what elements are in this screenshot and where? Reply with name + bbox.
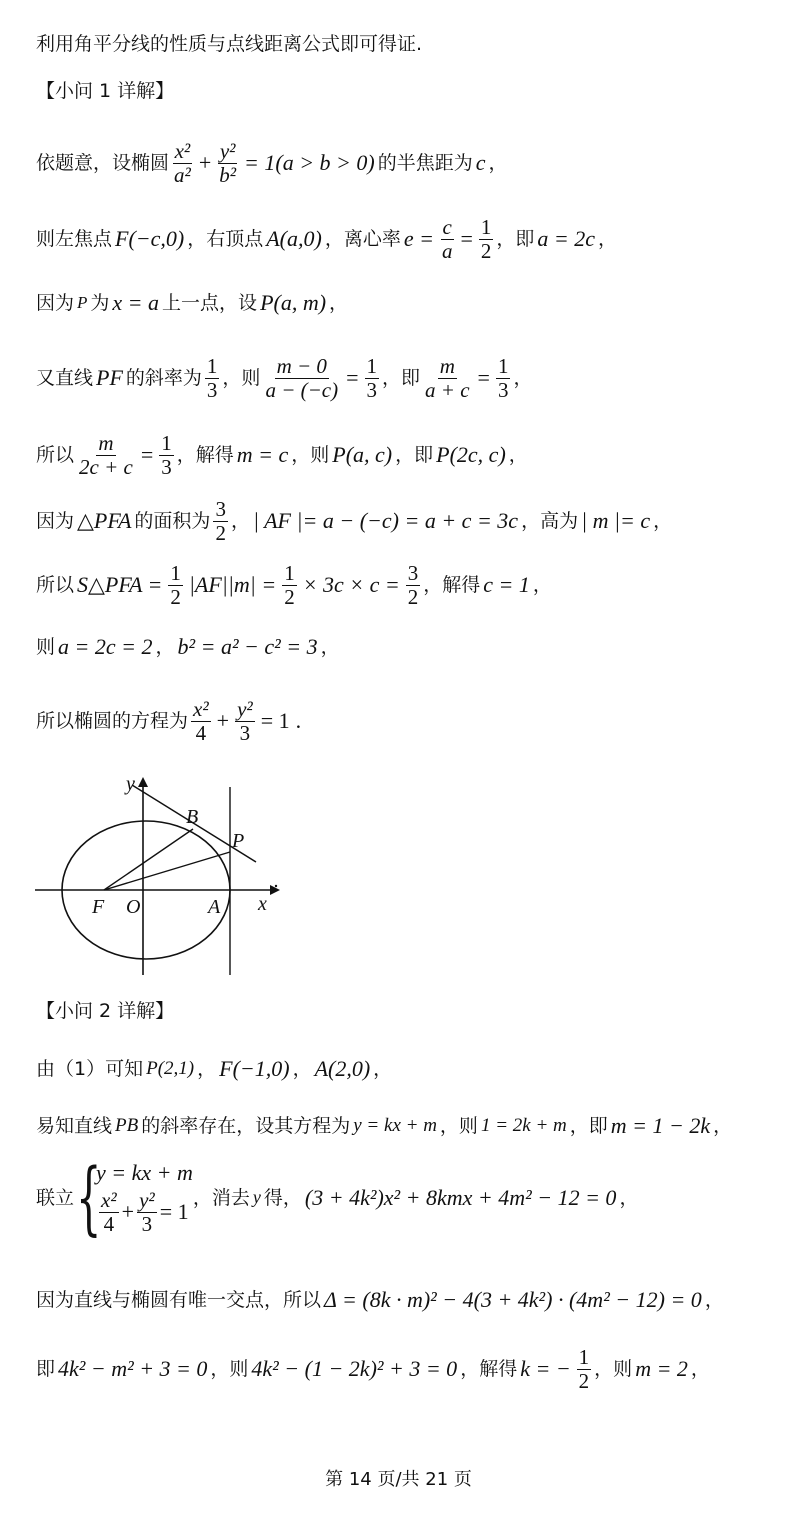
text-line-area: 因为 △PFA 的面积为 $\frac{3}{2}$ ， | AF |= a − (−c) = a + c = 3c ，高为 | m |= c ，	[36, 497, 673, 546]
fraction: $\frac{1}{2}$	[480, 215, 492, 264]
fraction: $\frac{1}{3}$	[366, 354, 378, 403]
label-o: O	[126, 896, 141, 918]
fraction: $\frac{1}{3}$	[497, 354, 509, 403]
label-y: y	[126, 773, 135, 795]
text-line-point-p: 因为 P 为 x = a 上一点，设 P(a, m) ，	[36, 290, 349, 315]
label-b: B	[186, 806, 199, 828]
text-line-line-pb: 易知直线 PB 的斜率存在，设其方程为 y = kx + m ，则 1 = 2k + m ，即 m = 1 − 2k ，	[36, 1113, 733, 1138]
section-heading-2: 【小问 2 详解】	[36, 1000, 175, 1022]
text-line-solve-k: 即 4k² − m² + 3 = 0 ，则 4k² − (1 − 2k)² + 3 = 0 ，解得 k = − $\frac{1}{2}$ ，则 m = 2 ，	[36, 1345, 710, 1394]
equation-system: { y = kx + m $\frac{\text{x²}}{4}$ + $\frac{\text{y²}}{3}$ = 1	[76, 1151, 193, 1244]
ellipse-diagram	[20, 765, 290, 985]
fraction: $\frac{3}{2}$	[215, 497, 226, 546]
fraction: $\frac{\text{x²}}{4}$	[193, 697, 209, 746]
fraction: $\frac{\text{x²}}{4}$	[101, 1187, 117, 1236]
text-line-ellipse-eq: 所以椭圆的方程为 $\frac{\text{x²}}{4}$ + $\frac{\text{y²}}{3}$ = 1 .	[36, 697, 302, 746]
fraction: $\frac{1}{3}$	[206, 354, 218, 403]
fraction: $\frac{m}{2c + c}$	[79, 431, 133, 480]
fraction: $\frac{m}{a + c}$	[425, 354, 470, 403]
text-line-discriminant: 因为直线与椭圆有唯一交点，所以 Δ = (8k · m)² − 4(3 + 4k²) · (4m² − 12) = 0 ，	[36, 1287, 724, 1312]
fraction: $\frac{\text{y²}}{3}$	[139, 1187, 155, 1236]
fraction: $\frac{\text{y²}}{\text{b²}}$	[219, 139, 237, 188]
text-line-slope: 又直线 PF 的斜率为 $\frac{1}{3}$ ，则 $\frac{m - 0}{a - (-c)}$ = $\frac{1}{3}$ ，即 $\frac{m}{a + c}$ = $\frac{1}{3}$ ，	[36, 354, 533, 403]
text-line-area-calc: 所以 S△PFA = $\frac{1}{2}$ |AF||m| = $\frac{1}{2}$ × 3c × c = $\frac{3}{2}$ ，解得 c = 1 ，	[36, 561, 552, 610]
text-line-foci: 则左焦点 F(−c,0) ，右顶点 A(a,0) ，离心率 e = $\frac{c}{a}$ = $\frac{1}{2}$ ，即 a = 2c ，	[36, 215, 618, 264]
text-line-a-b: 则 a = 2c = 2 ， b² = a² − c² = 3 ，	[36, 634, 340, 659]
text-line-known-points: 由（1）可知 P(2,1) ， F(−1,0) ， A(2,0) ，	[36, 1056, 393, 1081]
dot-mark	[275, 885, 277, 887]
fraction: $\frac{\text{y²}}{3}$	[237, 697, 253, 746]
label-p: P	[232, 830, 245, 852]
label-a: A	[208, 896, 221, 918]
segment-fp	[104, 852, 230, 890]
section-heading-1: 【小问 1 详解】	[36, 80, 175, 102]
left-brace: {	[76, 1151, 102, 1244]
label-x: x	[258, 893, 267, 915]
fraction: $\frac{1}{2}$	[578, 1345, 590, 1394]
fraction: $\frac{1}{3}$	[161, 431, 172, 480]
fraction: $\frac{1}{2}$	[284, 561, 295, 610]
y-axis-arrow	[138, 777, 148, 787]
fraction: $\frac{\text{x²}}{\text{a²}}$	[174, 139, 191, 188]
text-line-1: 利用角平分线的性质与点线距离公式即可得证.	[36, 33, 423, 55]
label-f: F	[92, 896, 105, 918]
text-line-system: 联立 { y = kx + m $\frac{\text{x²}}{4}$ + $\frac{\text{y²}}{3}$ = 1 ，消去 y 得， (3 + 4k²)x² + 8kmx + 4m² − 12 = 0 ，	[36, 1151, 639, 1244]
fraction: $\frac{3}{2}$	[407, 561, 419, 610]
fraction: $\frac{1}{2}$	[170, 561, 181, 610]
segment-fb	[104, 829, 193, 890]
fraction: $\frac{c}{a}$	[441, 215, 453, 264]
fraction: $\frac{m - 0}{a - (-c)}$	[265, 354, 339, 403]
text-line-solve-m: 所以 $\frac{m}{2c + c}$ = $\frac{1}{3}$ ，解得 m = c ，则 P(a, c) ，即 P(2c, c) ，	[36, 431, 528, 480]
text-line-ellipse-def: 依题意，设椭圆 $\frac{\text{x²}}{\text{a²}}$ + $\frac{\text{y²}}{\text{b²}}$ = 1(a > b > 0) 的半焦距为 c ，	[36, 139, 508, 188]
page-footer: 第 14 页/共 21 页	[325, 1469, 472, 1490]
